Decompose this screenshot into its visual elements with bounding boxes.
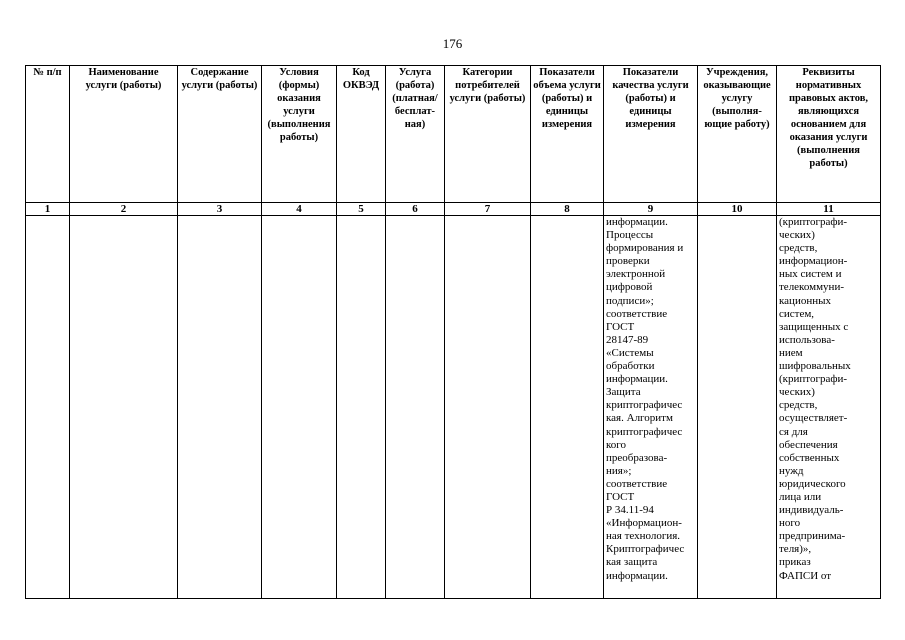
services-table [25,65,881,599]
body-cell-8 [531,216,604,599]
column-number-1: 1 [26,203,70,216]
body-cell-4 [262,216,337,599]
header-cell-9: Показатели качества услуги (работы) и единицы измерения [604,66,698,203]
body-cell-9 [604,216,698,599]
header-cell-10: Учреждения, оказывающие услугу (выполня-ющие работу) [698,66,777,203]
header-cell-7: Категории потребителей услуги (работы) [445,66,531,203]
body-cell-6 [386,216,445,599]
quality-indicators-text: информации. Процессы формирования и проверки электронной цифровой подписи»; соответствие ГОСТ 28147-89 «Системы обработки информации. Защита криптографичес кая. Алгоритм криптографичес кого преобразова- ния»; соответствие ГОСТ Р 34.11-94 «Информацион- ная технология. Криптографичес кая защита информации. [606,216,685,582]
column-number-3: 3 [178,203,262,216]
header-cell-3: Содержание услуги (работы) [178,66,262,203]
body-cell-3 [178,216,262,599]
header-cell-4: Условия (формы) оказания услуги (выполнения работы) [262,66,337,203]
column-number-11: 11 [777,203,881,216]
header-cell-1: № п/п [26,66,70,203]
header-cell-2: Наименование услуги (работы) [70,66,178,203]
column-number-6: 6 [386,203,445,216]
header-row [26,66,881,203]
table-row [26,216,881,599]
body-cell-2 [70,216,178,599]
body-cell-10 [698,216,777,599]
column-number-5: 5 [337,203,386,216]
column-number-2: 2 [70,203,178,216]
legal-acts-text: (криптографи- ческих) средств, информацион- ных систем и телекоммуни- кационных систем, защищенных с использова- нием шифровальных (криптографи- ческих) средств, осуществляет- ся для обеспечения собственных нужд юридического лица или индивидуаль- ного предпринима- теля)», приказ ФАПСИ от [779,216,851,582]
header-cell-6: Услуга (работа) (платная/ бесплат-ная) [386,66,445,203]
column-number-10: 10 [698,203,777,216]
header-cell-8: Показатели объема услуги (работы) и единицы измерения [531,66,604,203]
page-number: 176 [442,36,463,51]
column-number-8: 8 [531,203,604,216]
body-cell-5 [337,216,386,599]
column-number-7: 7 [445,203,531,216]
body-cell-7 [445,216,531,599]
header-cell-11: Реквизиты нормативных правовых актов, являющихся основанием для оказания услуги (выполнения работы) [777,66,881,203]
body-cell-1 [26,216,70,599]
column-number-9: 9 [604,203,698,216]
header-cell-5: Код ОКВЭД [337,66,386,203]
body-cell-11 [777,216,881,599]
column-number-row [26,203,881,216]
column-number-4: 4 [262,203,337,216]
